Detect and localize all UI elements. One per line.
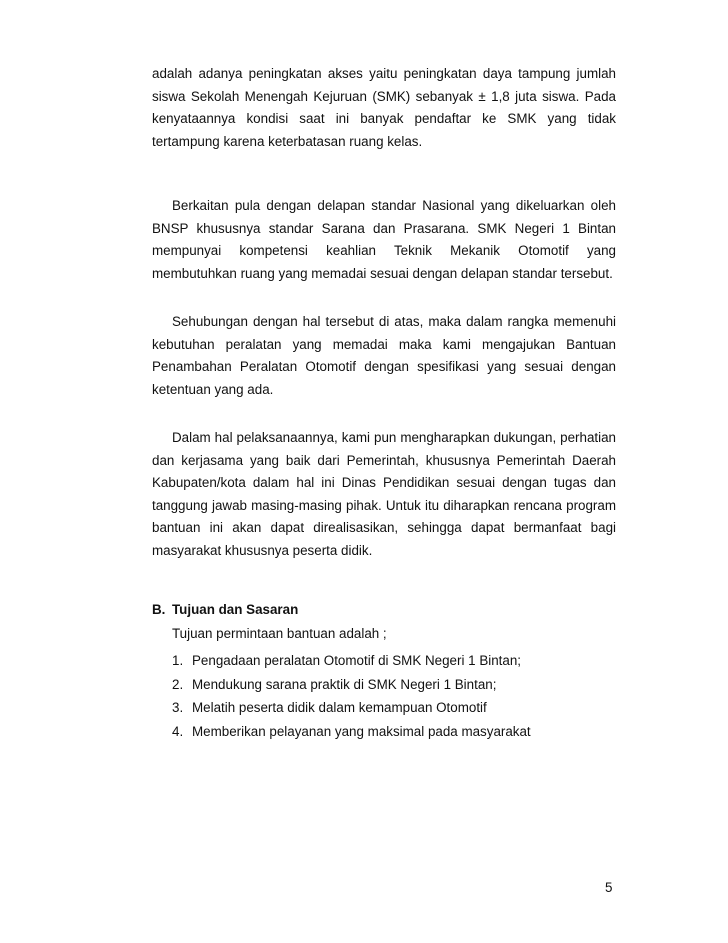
body-paragraph-4 [152, 427, 616, 562]
page-number: 5 [605, 880, 613, 895]
list-item [172, 696, 531, 720]
paragraph-text: Sehubungan dengan hal tersebut di atas, maka dalam rangka memenuhi kebutuhan peralatan yang memadai maka kami mengajukan Bantuan Penambahan Peralatan Otomotif dengan spesifikasi yang sesuai dengan ketentuan yang ada. [152, 314, 616, 397]
list-number: 1. [172, 653, 184, 668]
list-text: Memberikan pelayanan yang maksimal pada masyarakat [192, 723, 531, 739]
list-number: 2. [172, 676, 184, 692]
objectives-list [172, 649, 531, 743]
list-item [172, 673, 531, 697]
section-intro: Tujuan permintaan bantuan adalah ; [172, 626, 387, 641]
body-paragraph-3 [152, 311, 616, 401]
section-heading [152, 602, 298, 617]
paragraph-text: adalah adanya peningkatan akses yaitu peningkatan daya tampung jumlah siswa Sekolah Menengah Kejuruan (SMK) sebanyak ± 1,8 juta siswa. Pada kenyataannya kondisi saat ini banyak pendaftar ke SMK yang tidak tertampung karena keterbatasan ruang kelas. [152, 66, 616, 149]
list-item [172, 649, 531, 673]
list-number: 3. [172, 700, 184, 716]
section-letter: B. [152, 602, 166, 617]
body-paragraph-1 [152, 63, 616, 153]
list-text: Mendukung sarana praktik di SMK Negeri 1 Bintan; [192, 676, 497, 692]
list-number: 4. [172, 723, 184, 739]
list-text: Melatih peserta didik dalam kemampuan Otomotif [192, 700, 487, 716]
paragraph-text: Berkaitan pula dengan delapan standar Nasional yang dikeluarkan oleh BNSP khususnya standar Sarana dan Prasarana. SMK Negeri 1 Bintan mempunyai kompetensi keahlian Teknik Mekanik Otomotif yang membutuhkan ruang yang memadai sesuai dengan delapan standar tersebut. [152, 198, 616, 281]
body-paragraph-2 [152, 195, 616, 285]
list-text: Pengadaan peralatan Otomotif di SMK Negeri 1 Bintan; [192, 653, 522, 668]
paragraph-text: Dalam hal pelaksanaannya, kami pun mengharapkan dukungan, perhatian dan kerjasama yang baik dari Pemerintah, khususnya Pemerintah Daerah Kabupaten/kota dalam hal ini Dinas Pendidikan sesuai dengan tugas dan tanggung jawab masing-masing pihak. Untuk itu diharapkan rencana program bantuan ini akan dapat direalisasikan, sehingga dapat bermanfaat bagi masyarakat khususnya peserta didik. [152, 430, 616, 558]
list-item [172, 720, 531, 744]
section-title: Tujuan dan Sasaran [172, 602, 299, 617]
